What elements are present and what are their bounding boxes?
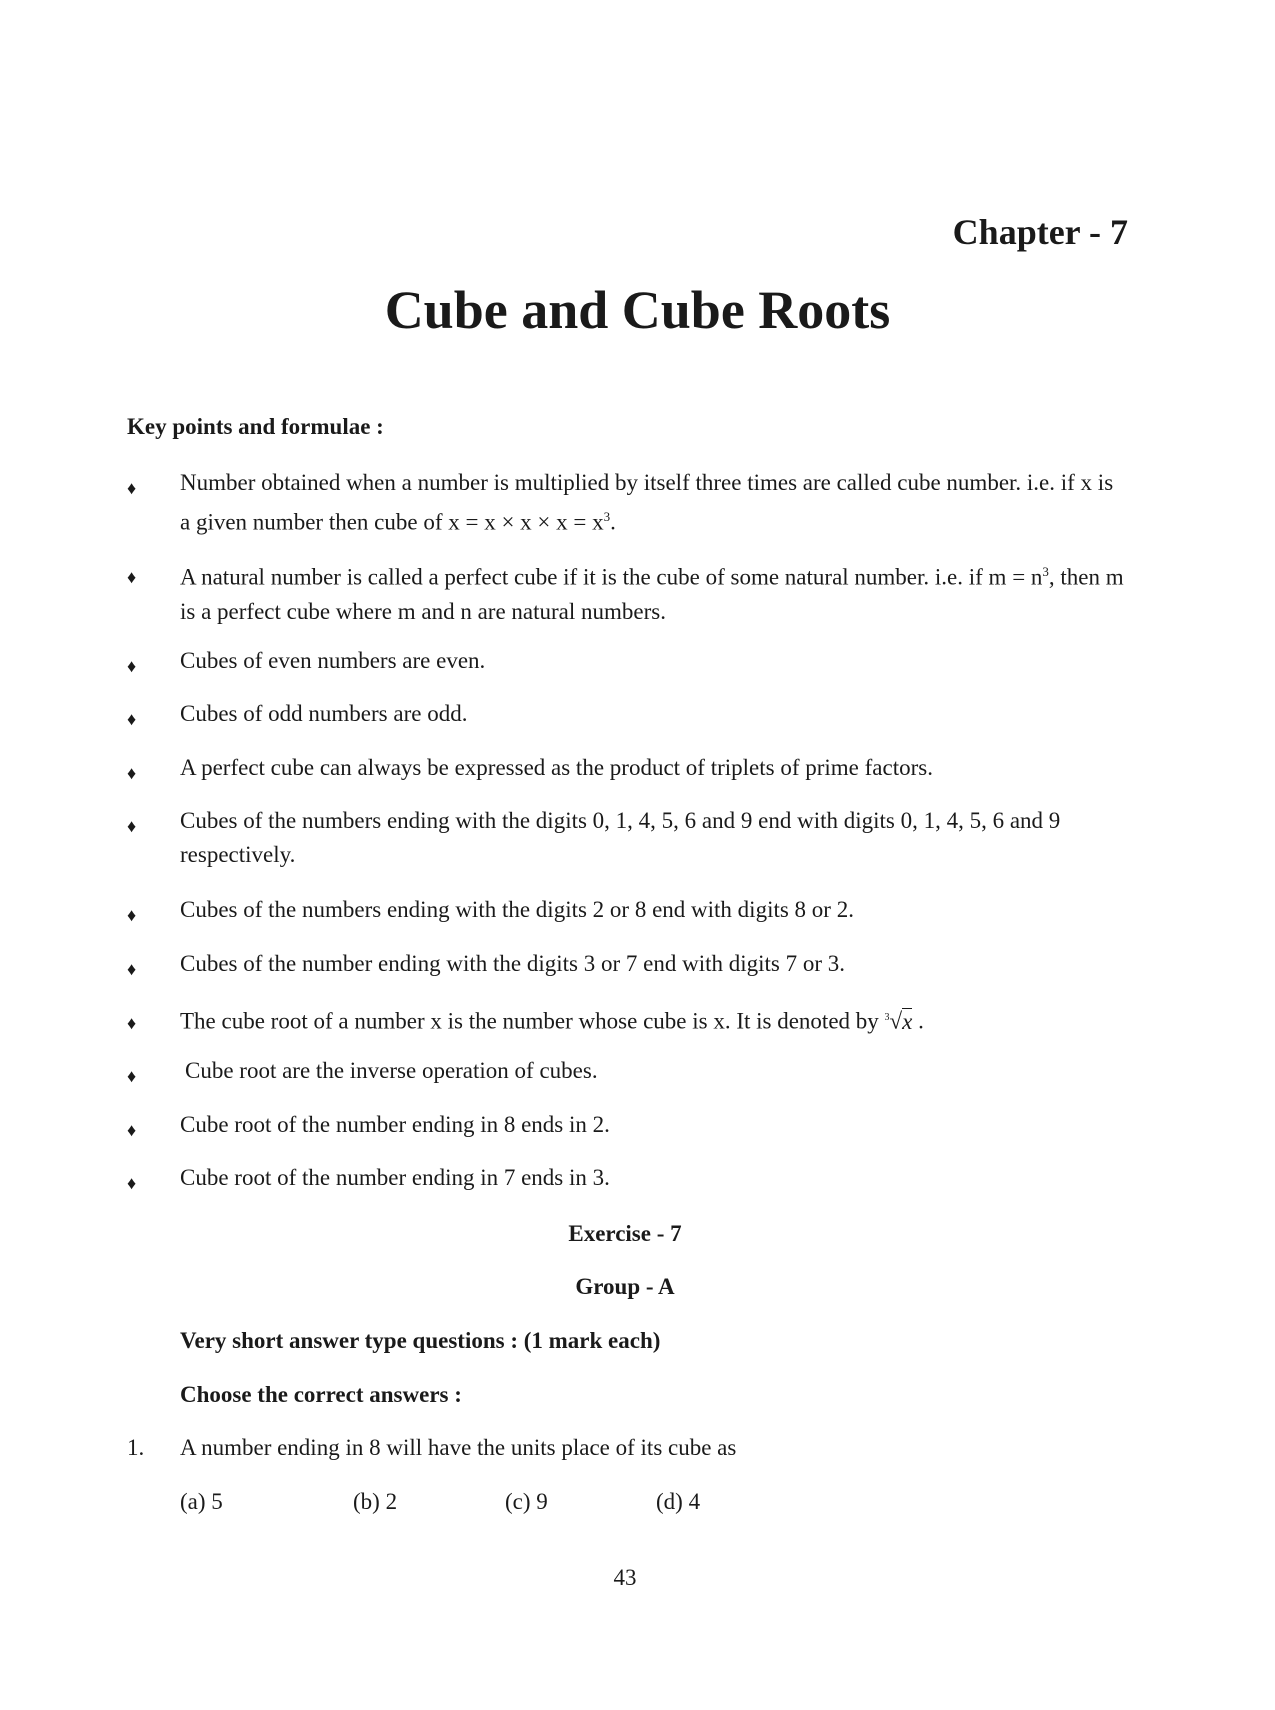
key-points-heading: Key points and formulae : (127, 414, 384, 439)
key-point-2 (180, 555, 1124, 629)
option-c: (c) 9 (505, 1489, 548, 1514)
page-title: Cube and Cube Roots (384, 280, 891, 340)
key-point-3: Cubes of even numbers are even. (180, 648, 486, 673)
bullet-icon: ♦ (127, 1120, 137, 1140)
key-point-1 (180, 466, 1124, 540)
key-point-5: A perfect cube can always be expressed as the product of triplets of prime factors. (180, 755, 933, 780)
key-point-6 (180, 804, 1124, 872)
option-a: (a) 5 (180, 1489, 223, 1514)
key-point-10: Cube root are the inverse operation of cubes. (185, 1058, 598, 1083)
instruction-heading: Choose the correct answers : (180, 1382, 462, 1407)
key-point-9: The cube root of a number x is the number whose cube is x. It is denoted by $^3$√x . (180, 1001, 1124, 1039)
key-point-2-line-1: A natural number is called a perfect cube if it is the cube of some natural number. i.e. if $m = n^3$, then m (180, 564, 1124, 590)
key-point-12: Cube root of the number ending in 7 ends in 3. (180, 1165, 610, 1190)
question-text: A number ending in 8 will have the units place of its cube as (180, 1435, 737, 1460)
bullet-icon: ♦ (127, 905, 137, 925)
bullet-icon: ♦ (127, 1173, 137, 1193)
bullet-icon: ♦ (127, 709, 137, 729)
exercise-heading: Exercise - 7 (568, 1221, 682, 1246)
question-type-heading: Very short answer type questions : (1 mark each) (180, 1328, 661, 1353)
key-point-7: Cubes of the numbers ending with the digits 2 or 8 end with digits 8 or 2. (180, 897, 854, 922)
key-point-2-line-2: is a perfect cube where m and n are natural numbers. (180, 598, 666, 624)
key-point-6-line-1: Cubes of the numbers ending with the digits 0, 1, 4, 5, 6 and 9 end with digits 0, 1, 4, 5, 6 and 9 (180, 808, 1061, 833)
bullet-icon: ♦ (127, 816, 137, 836)
key-point-4: Cubes of odd numbers are odd. (180, 701, 468, 726)
key-point-11: Cube root of the number ending in 8 ends in 2. (180, 1112, 610, 1137)
option-d: (d) 4 (656, 1489, 701, 1514)
bullet-icon: ♦ (127, 1013, 137, 1033)
option-b: (b) 2 (353, 1489, 398, 1514)
bullet-icon: ♦ (127, 478, 137, 498)
chapter-label: Chapter - 7 (952, 212, 1128, 252)
key-point-8: Cubes of the number ending with the digits 3 or 7 end with digits 7 or 3. (180, 951, 846, 976)
bullet-icon: ♦ (127, 1066, 137, 1086)
key-point-1-line-1: Number obtained when a number is multiplied by itself three times are called cube number. i.e. if x is (180, 470, 1114, 495)
bullet-icon: ♦ (127, 656, 137, 676)
bullet-icon: ♦ (127, 959, 137, 979)
group-heading: Group - A (575, 1274, 675, 1299)
bullet-icon: ♦ (127, 763, 137, 783)
bullet-icon: ♦ (127, 567, 137, 587)
question-number: 1. (127, 1435, 145, 1460)
key-point-6-line-2: respectively. (180, 842, 296, 867)
key-point-1-line-2: a given number then cube of $x = x \times x \times x = x^3$. (180, 509, 616, 535)
page-number: 43 (613, 1565, 637, 1590)
cube-root-symbol: $^3$√x (884, 1008, 913, 1034)
